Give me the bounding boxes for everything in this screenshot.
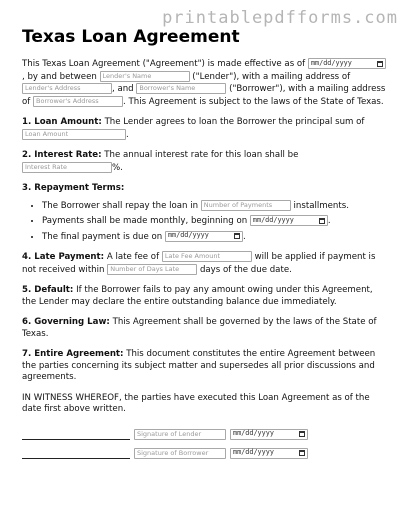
lender-address-field[interactable]: Lender's Address (22, 83, 112, 94)
section-governing-law: 6. Governing Law: This Agreement shall be governed by the laws of the State of Texas. (22, 317, 377, 339)
days-late-field[interactable]: Number of Days Late (107, 264, 197, 275)
section-default: 5. Default: If the Borrower fails to pay any amount owing under this Agreement, the Lender may declare the entire outstanding balance due immediately. (22, 285, 373, 307)
watermark: printablepdfforms.com (162, 8, 398, 28)
page-title: Texas Loan Agreement (22, 27, 240, 47)
calendar-icon (234, 233, 240, 239)
section-late-payment: 4. Late Payment: A late fee of Late Fee Amount will be applied if payment is not received within Number of Days Late days of the due date. (22, 252, 376, 275)
repayment-terms-list (22, 200, 388, 244)
intro-paragraph: This Texas Loan Agreement ("Agreement") is made effective as of mm/dd/yyyy , by and between Lender's Name ("Lender"), with a mailing address of Lender's Address , and Borrower's Name ("Borrower"), with a mailing address of Borrower's Address . This Agreement is subject to the laws of the State of Texas. (22, 58, 386, 107)
list-item: • The final payment is due on mm/dd/yyyy . (42, 231, 388, 244)
number-of-payments-field[interactable]: Number of Payments (201, 200, 291, 211)
borrower-signature-date-input[interactable]: mm/dd/yyyy (230, 448, 308, 459)
agreement-body (22, 58, 388, 467)
calendar-icon (299, 431, 305, 437)
lender-signature-field[interactable]: Signature of Lender (134, 429, 226, 440)
calendar-icon (319, 218, 325, 224)
signature-line (22, 448, 130, 459)
signature-line (22, 429, 130, 440)
section-loan-amount: 1. Loan Amount: The Lender agrees to loan the Borrower the principal sum of Loan Amount . (22, 117, 365, 140)
late-fee-field[interactable]: Late Fee Amount (162, 251, 252, 262)
lender-name-field[interactable]: Lender's Name (100, 71, 190, 82)
loan-amount-field[interactable]: Loan Amount (22, 129, 126, 140)
witness-paragraph: IN WITNESS WHEREOF, the parties have executed this Loan Agreement as of the date first above written. (22, 392, 370, 414)
section-repayment-terms: 3. Repayment Terms: (22, 183, 125, 193)
calendar-icon (299, 450, 305, 456)
effective-date-input[interactable]: mm/dd/yyyy (308, 58, 386, 69)
borrower-address-field[interactable]: Borrower's Address (33, 96, 123, 107)
lender-signature-date-input[interactable]: mm/dd/yyyy (230, 429, 308, 440)
interest-rate-field[interactable]: Interest Rate (22, 162, 112, 173)
borrower-signature-row (22, 448, 388, 459)
first-payment-date-input[interactable]: mm/dd/yyyy (250, 215, 328, 226)
borrower-name-field[interactable]: Borrower's Name (136, 83, 226, 94)
lender-signature-row (22, 429, 388, 440)
calendar-icon (377, 61, 383, 67)
section-interest-rate: 2. Interest Rate: The annual interest rate for this loan shall be Interest Rate %. (22, 150, 299, 173)
final-payment-date-input[interactable]: mm/dd/yyyy (165, 231, 243, 242)
section-entire-agreement: 7. Entire Agreement: This document constitutes the entire Agreement between the parties concerning its subject matter and supersedes all prior discussions and agreements. (22, 349, 376, 382)
list-item: • The Borrower shall repay the loan in Number of Payments installments. (42, 200, 388, 213)
list-item: • Payments shall be made monthly, beginning on mm/dd/yyyy . (42, 215, 388, 228)
borrower-signature-field[interactable]: Signature of Borrower (134, 448, 226, 459)
